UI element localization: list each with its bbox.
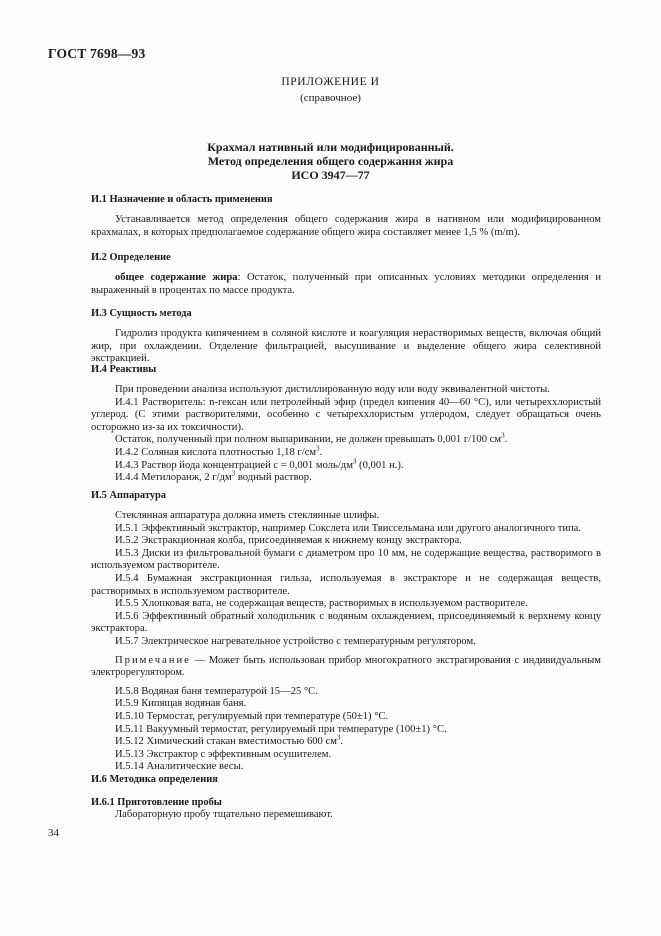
- superscript: 3: [501, 431, 505, 440]
- note: [91, 655, 601, 680]
- paragraph: И.5.5 Хлопковая вата, не содержащая веществ, растворимых в используемом растворителе.: [115, 598, 528, 610]
- subsection-heading: И.6.1 Приготовление пробы: [91, 797, 222, 808]
- title-line: ИСО 3947—77: [291, 168, 370, 182]
- paragraph: Устанавливается метод определения общего содержания жира в нативном или модифицированном крахмалах, в которых предполагаемое содержание общего жира составляет менее 1,5 % (m/m).: [91, 214, 601, 238]
- appendix-label: ПРИЛОЖЕНИЕ И: [281, 76, 380, 88]
- paragraph: [91, 457, 601, 473]
- paragraph: Стеклянная аппаратура должна иметь стеклянные шлифы.: [115, 510, 380, 521]
- paragraph: И.5.10 Термостат, регулируемый при температуре (50±1) °С.: [115, 710, 389, 722]
- section-heading: И.5 Аппаратура: [91, 490, 166, 501]
- superscript: 3: [352, 457, 357, 466]
- page-number: 34: [48, 827, 59, 839]
- paragraph: И.5.8 Водяная баня температурой 15—25 °С.: [115, 685, 318, 697]
- note-label: Примечание: [115, 654, 191, 666]
- section-heading: И.6 Методика определения: [91, 774, 218, 785]
- paragraph: При проведении анализа используют дистиллированную воду или воду эквивалентной чистоты.: [115, 384, 550, 395]
- paragraph: [91, 444, 601, 460]
- note-text: — Может быть использован прибор многократного экстрагирования с индивидуальным электрорегулятором.: [91, 654, 601, 679]
- title-line: Метод определения общего содержания жира: [207, 154, 454, 168]
- section-body: [91, 510, 601, 774]
- text: Остаток, полученный при полном выпаривании, не должен превышать 0,001 г/100 см: [115, 434, 502, 446]
- paragraph: И.5.11 Вакуумный термостат, регулируемый при температуре (100±1) °С.: [115, 723, 447, 735]
- paragraph: [91, 733, 601, 749]
- paragraph: И.5.2 Экстракционная колба, присоединяемая к нижнему концу экстрактора.: [115, 535, 462, 547]
- section-heading: И.3 Сущность метода: [91, 308, 192, 319]
- text: И.4.3 Раствор йода концентрацией c = 0,001 моль/дм: [115, 459, 353, 471]
- paragraph: [91, 272, 601, 297]
- text: И.5.12 Химический стакан вместимостью 600 см: [115, 736, 337, 748]
- section-heading: И.2 Определение: [91, 252, 171, 263]
- text: И.4.4 Метилоранж, 2 г/дм: [115, 472, 232, 484]
- defined-term: общее содержание жира: [115, 272, 238, 283]
- paragraph: И.5.7 Электрическое нагревательное устройство с температурным регулятором.: [115, 635, 476, 647]
- text: .: [504, 434, 508, 446]
- superscript: 3: [231, 469, 236, 478]
- paragraph: Гидролиз продукта кипячением в соляной кислоте и коагуляция нерастворимых веществ, включая общий жир, при охлаждении. Отделение фильтрацией, высушивание и выделение общего жира селективной экстракцией.: [91, 328, 601, 365]
- section-heading: И.1 Назначение и область применения: [91, 194, 273, 205]
- paragraph: Лабораторную пробу тщательно перемешивают.: [115, 809, 333, 820]
- paragraph: И.5.6 Эффективный обратный холодильник с водяным охлаждением, присоединяемый к верхнему концу экстрактора.: [91, 610, 601, 635]
- text: (0,001 н.).: [356, 459, 404, 471]
- paragraph: И.5.3 Диски из фильтровальной бумаги с диаметром про 10 мм, не содержащие вещества, растворимого в используемом растворителе.: [91, 547, 601, 572]
- document-title: [0, 140, 661, 182]
- text: .: [340, 736, 344, 748]
- paragraph: И.5.13 Экстрактор с эффективным осушителем.: [115, 748, 332, 760]
- paragraph: [91, 431, 601, 447]
- section-body: [91, 384, 601, 485]
- paragraph: И.4.1 Растворитель: n-гексан или петролейный эфир (предел кипения 40—60 °С), или четыреххлористый углерод. (С этими растворителями, особенно с четыреххлористым углеродом, следует обращаться очень осторожно из-за их токсичности).: [91, 396, 601, 433]
- text: .: [319, 446, 323, 458]
- paragraph: И.5.1 Эффективный экстрактор, например Сокслета или Твиссельмана или другого аналогичного типа.: [115, 522, 582, 534]
- section-heading: И.4 Реактивы: [91, 364, 157, 375]
- title-line: Крахмал нативный или модифицированный.: [207, 140, 454, 154]
- standard-code: ГОСТ 7698—93: [48, 46, 146, 61]
- paragraph: [91, 469, 601, 485]
- text: И.4.2 Соляная кислота плотностью 1,18 г/см: [115, 446, 317, 458]
- paragraph: И.5.4 Бумажная экстракционная гильза, используемая в экстракторе и не содержащая веществ, растворимых в используемом растворителе.: [91, 572, 601, 597]
- definition-text: : Остаток, полученный при описанных условиях методики определения и выраженный в процентах по массе продукта.: [91, 272, 601, 296]
- appendix-type: (справочное): [300, 92, 361, 104]
- text: водный раствор.: [235, 472, 312, 484]
- paragraph: И.5.9 Кипящая водяная баня.: [115, 698, 247, 710]
- paragraph: И.5.14 Аналитические весы.: [115, 761, 244, 773]
- superscript: 3: [316, 444, 320, 453]
- superscript: 3: [336, 733, 341, 742]
